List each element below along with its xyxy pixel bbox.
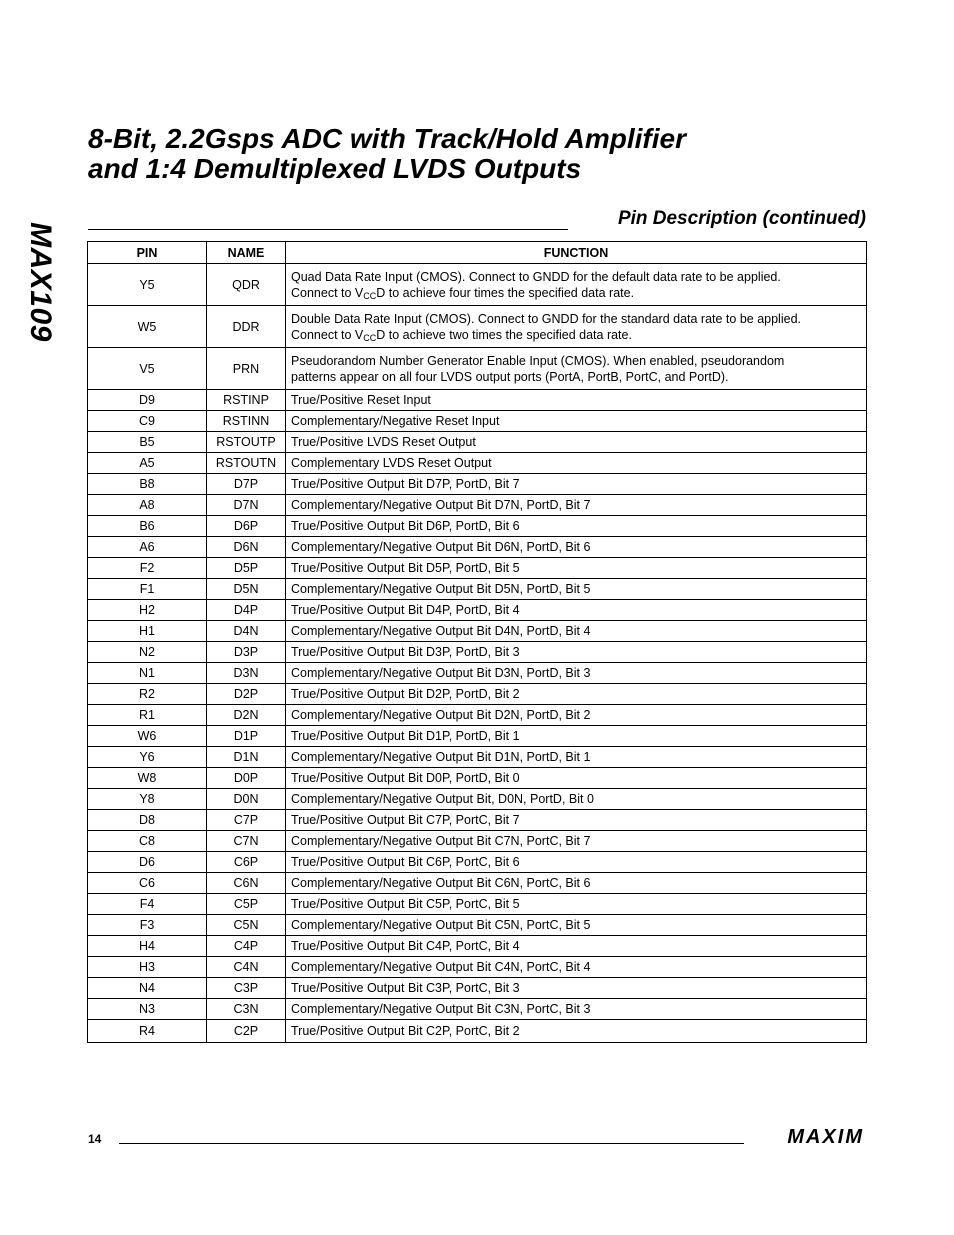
pin-cell: Y8 xyxy=(88,789,207,810)
table-row xyxy=(88,495,867,516)
function-cell xyxy=(286,264,867,306)
pin-cell: C6 xyxy=(88,873,207,894)
function-cell: True/Positive Output Bit D2P, PortD, Bit 2 xyxy=(286,684,867,705)
name-cell: C6P xyxy=(207,852,286,873)
name-cell: D1N xyxy=(207,747,286,768)
name-cell: D7N xyxy=(207,495,286,516)
table-row xyxy=(88,747,867,768)
pin-cell: F2 xyxy=(88,558,207,579)
table-row xyxy=(88,306,867,348)
pin-cell: V5 xyxy=(88,348,207,390)
pin-cell: D9 xyxy=(88,390,207,411)
function-cell: Complementary/Negative Output Bit D3N, PortD, Bit 3 xyxy=(286,663,867,684)
function-line-2: Connect to V xyxy=(291,327,364,342)
function-cell: True/Positive Output Bit D3P, PortD, Bit 3 xyxy=(286,642,867,663)
function-cell: True/Positive Output Bit C4P, PortC, Bit 4 xyxy=(286,936,867,957)
function-cell: True/Positive Output Bit C6P, PortC, Bit 6 xyxy=(286,852,867,873)
pin-cell: W8 xyxy=(88,768,207,789)
name-cell: RSTOUTN xyxy=(207,453,286,474)
table-row xyxy=(88,600,867,621)
function-line-2: patterns appear on all four LVDS output ports (PortA, PortB, PortC, and PortD). xyxy=(291,369,729,384)
name-cell: C3P xyxy=(207,978,286,999)
pin-description-table xyxy=(87,241,867,1043)
pin-cell: H1 xyxy=(88,621,207,642)
maxim-logo-text: MAXIM xyxy=(787,1126,864,1146)
name-cell: D2P xyxy=(207,684,286,705)
name-cell: D5P xyxy=(207,558,286,579)
function-cell: True/Positive Output Bit D7P, PortD, Bit 7 xyxy=(286,474,867,495)
function-line-1: Quad Data Rate Input (CMOS). Connect to GNDD for the default data rate to be applied. xyxy=(291,269,781,284)
function-line-2-end: D to achieve four times the specified data rate. xyxy=(376,285,635,300)
pin-cell: A6 xyxy=(88,537,207,558)
table-row xyxy=(88,453,867,474)
table-row xyxy=(88,348,867,390)
pin-cell: A5 xyxy=(88,453,207,474)
pin-cell: F3 xyxy=(88,915,207,936)
name-cell: RSTINP xyxy=(207,390,286,411)
function-cell: True/Positive Output Bit C2P, PortC, Bit 2 xyxy=(286,1020,867,1043)
function-cell: True/Positive Output Bit C3P, PortC, Bit 3 xyxy=(286,978,867,999)
name-cell: D3N xyxy=(207,663,286,684)
function-cell: Complementary/Negative Output Bit C7N, PortC, Bit 7 xyxy=(286,831,867,852)
function-cell: True/Positive LVDS Reset Output xyxy=(286,432,867,453)
table-row xyxy=(88,663,867,684)
table-row xyxy=(88,474,867,495)
table-row xyxy=(88,852,867,873)
function-cell: True/Positive Output Bit C5P, PortC, Bit 5 xyxy=(286,894,867,915)
name-cell: DDR xyxy=(207,306,286,348)
name-cell: D3P xyxy=(207,642,286,663)
page-number: 14 xyxy=(88,1132,102,1146)
table-row xyxy=(88,411,867,432)
table-row xyxy=(88,810,867,831)
pin-cell: D6 xyxy=(88,852,207,873)
name-cell: C3N xyxy=(207,999,286,1020)
table-row xyxy=(88,537,867,558)
function-cell: Complementary/Negative Output Bit D6N, PortD, Bit 6 xyxy=(286,537,867,558)
pin-cell: C8 xyxy=(88,831,207,852)
name-cell: PRN xyxy=(207,348,286,390)
name-cell: C5N xyxy=(207,915,286,936)
pin-cell: R2 xyxy=(88,684,207,705)
name-cell: D1P xyxy=(207,726,286,747)
footer-divider xyxy=(119,1143,744,1144)
name-cell: RSTINN xyxy=(207,411,286,432)
table-row xyxy=(88,978,867,999)
name-cell: D2N xyxy=(207,705,286,726)
table-row xyxy=(88,516,867,537)
name-cell: C2P xyxy=(207,1020,286,1043)
function-cell: Complementary/Negative Output Bit D4N, PortD, Bit 4 xyxy=(286,621,867,642)
pin-cell: H2 xyxy=(88,600,207,621)
table-row xyxy=(88,705,867,726)
name-cell: C7N xyxy=(207,831,286,852)
pin-cell: F4 xyxy=(88,894,207,915)
page-title-line-2: and 1:4 Demultiplexed LVDS Outputs xyxy=(88,153,582,184)
name-cell: D6N xyxy=(207,537,286,558)
table-row xyxy=(88,432,867,453)
function-cell: True/Positive Output Bit D6P, PortD, Bit 6 xyxy=(286,516,867,537)
name-cell: C5P xyxy=(207,894,286,915)
pin-cell: Y5 xyxy=(88,264,207,306)
section-divider xyxy=(88,229,568,230)
pin-cell: B6 xyxy=(88,516,207,537)
pin-cell: W5 xyxy=(88,306,207,348)
name-cell: RSTOUTP xyxy=(207,432,286,453)
function-line-2: Connect to V xyxy=(291,285,364,300)
function-cell: True/Positive Output Bit D4P, PortD, Bit 4 xyxy=(286,600,867,621)
table-row xyxy=(88,999,867,1020)
pin-cell: F1 xyxy=(88,579,207,600)
function-cell: Complementary/Negative Output Bit D1N, PortD, Bit 1 xyxy=(286,747,867,768)
function-cell: True/Positive Reset Input xyxy=(286,390,867,411)
name-cell: D0P xyxy=(207,768,286,789)
function-cell: Complementary/Negative Output Bit C5N, PortC, Bit 5 xyxy=(286,915,867,936)
function-cell: Complementary/Negative Output Bit C4N, PortC, Bit 4 xyxy=(286,957,867,978)
name-cell: D5N xyxy=(207,579,286,600)
pin-cell: R1 xyxy=(88,705,207,726)
function-cell xyxy=(286,306,867,348)
page-title-line-1: 8-Bit, 2.2Gsps ADC with Track/Hold Amplifier xyxy=(88,123,686,154)
function-cell xyxy=(286,348,867,390)
function-cell: Complementary/Negative Output Bit C6N, PortC, Bit 6 xyxy=(286,873,867,894)
pin-cell: N2 xyxy=(88,642,207,663)
table-header-row xyxy=(88,242,867,264)
name-cell: D6P xyxy=(207,516,286,537)
table-row xyxy=(88,1020,867,1043)
pin-cell: H3 xyxy=(88,957,207,978)
function-cell: Complementary/Negative Output Bit D7N, PortD, Bit 7 xyxy=(286,495,867,516)
name-cell: C4P xyxy=(207,936,286,957)
side-product-label-text: MAX109 xyxy=(24,222,57,342)
table-row xyxy=(88,264,867,306)
function-cell: Complementary/Negative Output Bit C3N, PortC, Bit 3 xyxy=(286,999,867,1020)
pin-cell: Y6 xyxy=(88,747,207,768)
function-cell: True/Positive Output Bit C7P, PortC, Bit 7 xyxy=(286,810,867,831)
maxim-logo xyxy=(756,1126,866,1146)
function-cell: Complementary/Negative Output Bit D2N, PortD, Bit 2 xyxy=(286,705,867,726)
pin-cell: B5 xyxy=(88,432,207,453)
pin-cell: B8 xyxy=(88,474,207,495)
table-row xyxy=(88,768,867,789)
function-subscript: CC xyxy=(363,290,377,301)
function-cell: Complementary/Negative Reset Input xyxy=(286,411,867,432)
table-row xyxy=(88,894,867,915)
function-cell: True/Positive Output Bit D0P, PortD, Bit 0 xyxy=(286,768,867,789)
pin-cell: N4 xyxy=(88,978,207,999)
name-cell: C6N xyxy=(207,873,286,894)
table-row xyxy=(88,558,867,579)
function-cell: True/Positive Output Bit D5P, PortD, Bit 5 xyxy=(286,558,867,579)
pin-cell: R4 xyxy=(88,1020,207,1043)
page-title xyxy=(88,124,888,184)
table-row xyxy=(88,789,867,810)
function-cell: Complementary/Negative Output Bit, D0N, PortD, Bit 0 xyxy=(286,789,867,810)
function-cell: Complementary/Negative Output Bit D5N, PortD, Bit 5 xyxy=(286,579,867,600)
function-line-2-end: D to achieve two times the specified data rate. xyxy=(376,327,632,342)
function-subscript: CC xyxy=(363,332,377,343)
name-cell: D4N xyxy=(207,621,286,642)
column-header-function: FUNCTION xyxy=(286,242,867,264)
table-row xyxy=(88,957,867,978)
table-row xyxy=(88,936,867,957)
column-header-pin: PIN xyxy=(88,242,207,264)
column-header-name: NAME xyxy=(207,242,286,264)
table-row xyxy=(88,873,867,894)
pin-cell: D8 xyxy=(88,810,207,831)
name-cell: C4N xyxy=(207,957,286,978)
table-row xyxy=(88,831,867,852)
function-line-1: Double Data Rate Input (CMOS). Connect to GNDD for the standard data rate to be applied. xyxy=(291,311,801,326)
table-row xyxy=(88,621,867,642)
pin-cell: N1 xyxy=(88,663,207,684)
table-row xyxy=(88,915,867,936)
table-row xyxy=(88,684,867,705)
function-line-1: Pseudorandom Number Generator Enable Input (CMOS). When enabled, pseudorandom xyxy=(291,353,785,368)
name-cell: D4P xyxy=(207,600,286,621)
name-cell: D0N xyxy=(207,789,286,810)
table-row xyxy=(88,726,867,747)
name-cell: QDR xyxy=(207,264,286,306)
name-cell: D7P xyxy=(207,474,286,495)
table-row xyxy=(88,642,867,663)
table-body xyxy=(88,264,867,1043)
pin-cell: N3 xyxy=(88,999,207,1020)
pin-cell: W6 xyxy=(88,726,207,747)
table-row xyxy=(88,579,867,600)
section-heading: Pin Description (continued) xyxy=(617,208,866,229)
side-product-label xyxy=(12,212,68,352)
function-cell: Complementary LVDS Reset Output xyxy=(286,453,867,474)
function-cell: True/Positive Output Bit D1P, PortD, Bit 1 xyxy=(286,726,867,747)
pin-cell: H4 xyxy=(88,936,207,957)
pin-cell: A8 xyxy=(88,495,207,516)
pin-cell: C9 xyxy=(88,411,207,432)
table-row xyxy=(88,390,867,411)
name-cell: C7P xyxy=(207,810,286,831)
